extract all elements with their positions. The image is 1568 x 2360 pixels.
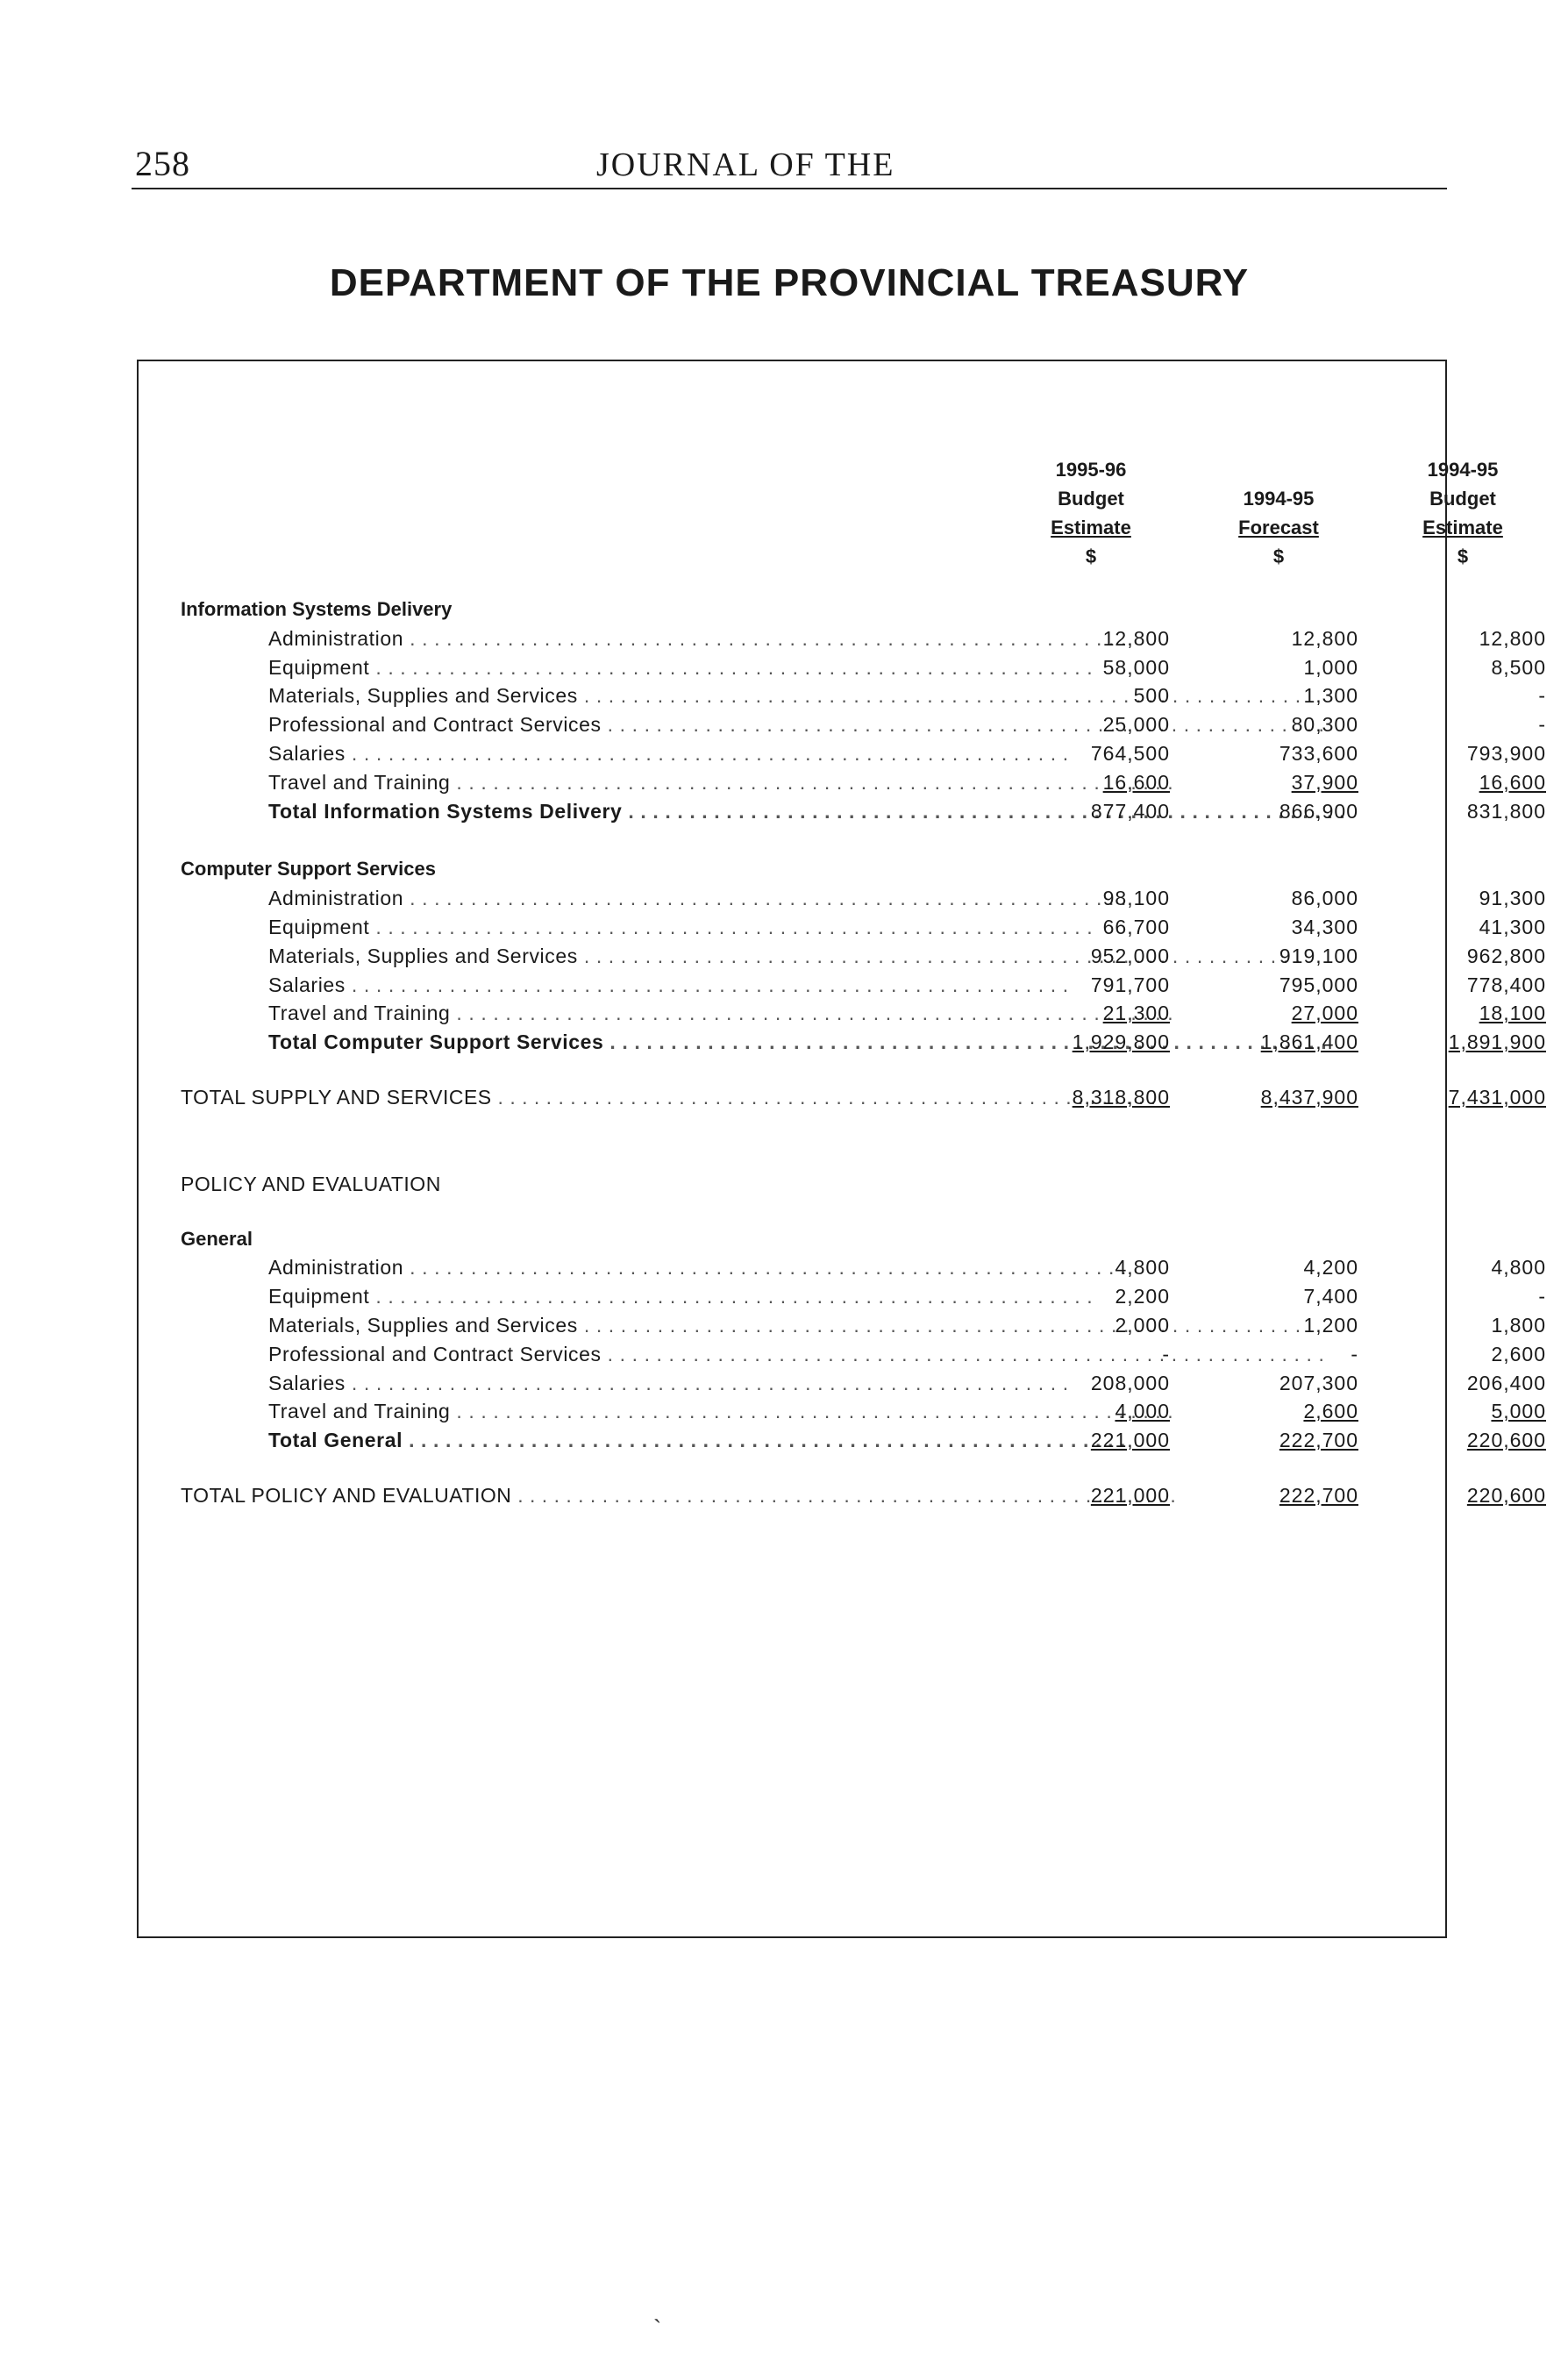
line-item-value: 4,200	[1303, 1256, 1358, 1280]
line-item-label: Travel and Training . . .	[268, 768, 922, 797]
line-item-label: Administration . . .	[268, 884, 922, 913]
line-item-value: 12,800	[1291, 626, 1358, 650]
line-item-label: Equipment . . .	[268, 653, 922, 682]
column-headers	[181, 455, 1503, 595]
line-item-value: 733,600	[1279, 741, 1358, 765]
line-item-value: 1,800	[1491, 1313, 1546, 1337]
line-item-value: 208,000	[1090, 1371, 1170, 1394]
line-item-value: -	[1538, 1285, 1546, 1308]
section-heading: Computer Support Services	[181, 858, 436, 881]
line-item-row	[181, 1311, 1546, 1340]
journal-title: JOURNAL OF THE	[596, 146, 895, 183]
line-item-value: -	[1351, 1342, 1358, 1365]
line-item-row	[181, 1397, 1546, 1426]
estimates-table	[181, 455, 1546, 1510]
line-item-value: 791,700	[1090, 973, 1170, 996]
subtotal-row: Total Computer Support Services . . . 1,929,800 1,861,400 1,891,900	[181, 1028, 1408, 1057]
line-item-value: 952,000	[1090, 944, 1170, 967]
line-item-value: 12,800	[1102, 626, 1170, 650]
line-item-value: 2,000	[1115, 1313, 1170, 1337]
line-item-value: 919,100	[1279, 944, 1358, 967]
line-item-value: 5,000	[1491, 1400, 1546, 1423]
line-item-value: 37,900	[1291, 770, 1358, 794]
line-item-row	[181, 653, 1546, 682]
line-item-label: Equipment . . .	[268, 913, 922, 942]
subtotal-row: Total General . . . 221,000 222,700 220,600	[181, 1426, 1408, 1455]
column-header-1994-95-forecast: 1994-95 Forecast $	[1238, 488, 1319, 567]
line-item-label: Equipment . . .	[268, 1282, 922, 1311]
line-item-value: 1,000	[1303, 655, 1358, 679]
grand-total-row: TOTAL SUPPLY AND SERVICES . . . 8,318,800 8,437,900 7,431,000	[181, 1083, 1408, 1112]
section-heading: POLICY AND EVALUATION	[181, 1172, 441, 1195]
line-item-row	[181, 1253, 1546, 1282]
line-item-value: 41,300	[1479, 915, 1546, 938]
running-header	[132, 139, 1447, 189]
line-item-label: Materials, Supplies and Services . . .	[268, 1311, 922, 1340]
line-item-value: -	[1538, 684, 1546, 708]
sub-section-heading: General	[181, 1227, 253, 1250]
line-item-value: 34,300	[1291, 915, 1358, 938]
stray-mark: `	[653, 2315, 662, 2342]
line-item-value: 4,800	[1115, 1256, 1170, 1280]
line-item-label: Materials, Supplies and Services . . .	[268, 942, 922, 971]
line-item-row	[181, 884, 1546, 913]
line-item-value: 7,400	[1303, 1285, 1358, 1308]
line-item-label: Administration . . .	[268, 624, 922, 653]
line-item-row	[181, 999, 1546, 1028]
line-item-value: 778,400	[1466, 973, 1546, 996]
line-item-label: Materials, Supplies and Services . . .	[268, 681, 922, 710]
line-item-row	[181, 942, 1546, 971]
line-item-value: 16,600	[1479, 770, 1546, 794]
line-item-label: Travel and Training . . .	[268, 1397, 922, 1426]
line-item-label: Travel and Training . . .	[268, 999, 922, 1028]
line-item-value: 2,600	[1491, 1342, 1546, 1365]
line-item-value: 8,500	[1491, 655, 1546, 679]
line-item-value: 962,800	[1466, 944, 1546, 967]
line-item-row	[181, 1369, 1546, 1398]
line-item-label: Salaries . . .	[268, 1369, 922, 1398]
line-item-row	[181, 768, 1546, 797]
line-item-value: 764,500	[1090, 741, 1170, 765]
line-item-value: 795,000	[1279, 973, 1358, 996]
line-item-value: 66,700	[1102, 915, 1170, 938]
line-item-row	[181, 710, 1546, 739]
line-item-value: 4,000	[1115, 1400, 1170, 1423]
estimates-table-frame	[137, 360, 1546, 1938]
line-item-value: 91,300	[1479, 887, 1546, 910]
line-item-value: 27,000	[1291, 1002, 1358, 1025]
line-item-label: Salaries . . .	[268, 739, 922, 768]
line-item-value: 793,900	[1466, 741, 1546, 765]
column-header-1995-96-estimate: 1995-96 Budget Estimate $	[1051, 459, 1131, 567]
line-item-value: 16,600	[1102, 770, 1170, 794]
line-item-value: 1,300	[1303, 684, 1358, 708]
line-item-value: 1,200	[1303, 1313, 1358, 1337]
line-item-label: Administration . . .	[268, 1253, 922, 1282]
line-item-row	[181, 739, 1546, 768]
line-item-row	[181, 971, 1546, 1000]
page-number: 258	[135, 144, 190, 183]
line-item-value: 86,000	[1291, 887, 1358, 910]
line-item-value: -	[1162, 1342, 1170, 1365]
grand-total-row: TOTAL POLICY AND EVALUATION . . . 221,000 222,700 220,600	[181, 1481, 1408, 1510]
line-item-value: 12,800	[1479, 626, 1546, 650]
line-item-value: 207,300	[1279, 1371, 1358, 1394]
line-item-row	[181, 1282, 1546, 1311]
subtotal-row: Total Information Systems Delivery . . . 877,400 866,900 831,800	[181, 797, 1408, 826]
line-item-value: 2,600	[1303, 1400, 1358, 1423]
line-item-label: Salaries . . .	[268, 971, 922, 1000]
line-item-value: 18,100	[1479, 1002, 1546, 1025]
line-item-value: 58,000	[1102, 655, 1170, 679]
line-item-value: 4,800	[1491, 1256, 1546, 1280]
line-item-value: 80,300	[1291, 713, 1358, 737]
department-title: DEPARTMENT OF THE PROVINCIAL TREASURY	[329, 261, 1250, 304]
line-item-row	[181, 681, 1546, 710]
section-heading: Information Systems Delivery	[181, 598, 453, 620]
line-item-row	[181, 624, 1546, 653]
line-item-value: -	[1538, 713, 1546, 737]
line-item-value: 206,400	[1466, 1371, 1546, 1394]
line-item-value: 98,100	[1102, 887, 1170, 910]
line-item-value: 21,300	[1102, 1002, 1170, 1025]
line-item-value: 500	[1133, 684, 1170, 708]
line-item-label: Professional and Contract Services . . .	[268, 710, 922, 739]
column-header-1994-95-estimate: 1994-95 Budget Estimate $	[1422, 459, 1503, 567]
line-item-row	[181, 913, 1546, 942]
line-item-row	[181, 1340, 1546, 1369]
line-item-value: 25,000	[1102, 713, 1170, 737]
line-item-value: 2,200	[1115, 1285, 1170, 1308]
line-item-label: Professional and Contract Services . . .	[268, 1340, 922, 1369]
